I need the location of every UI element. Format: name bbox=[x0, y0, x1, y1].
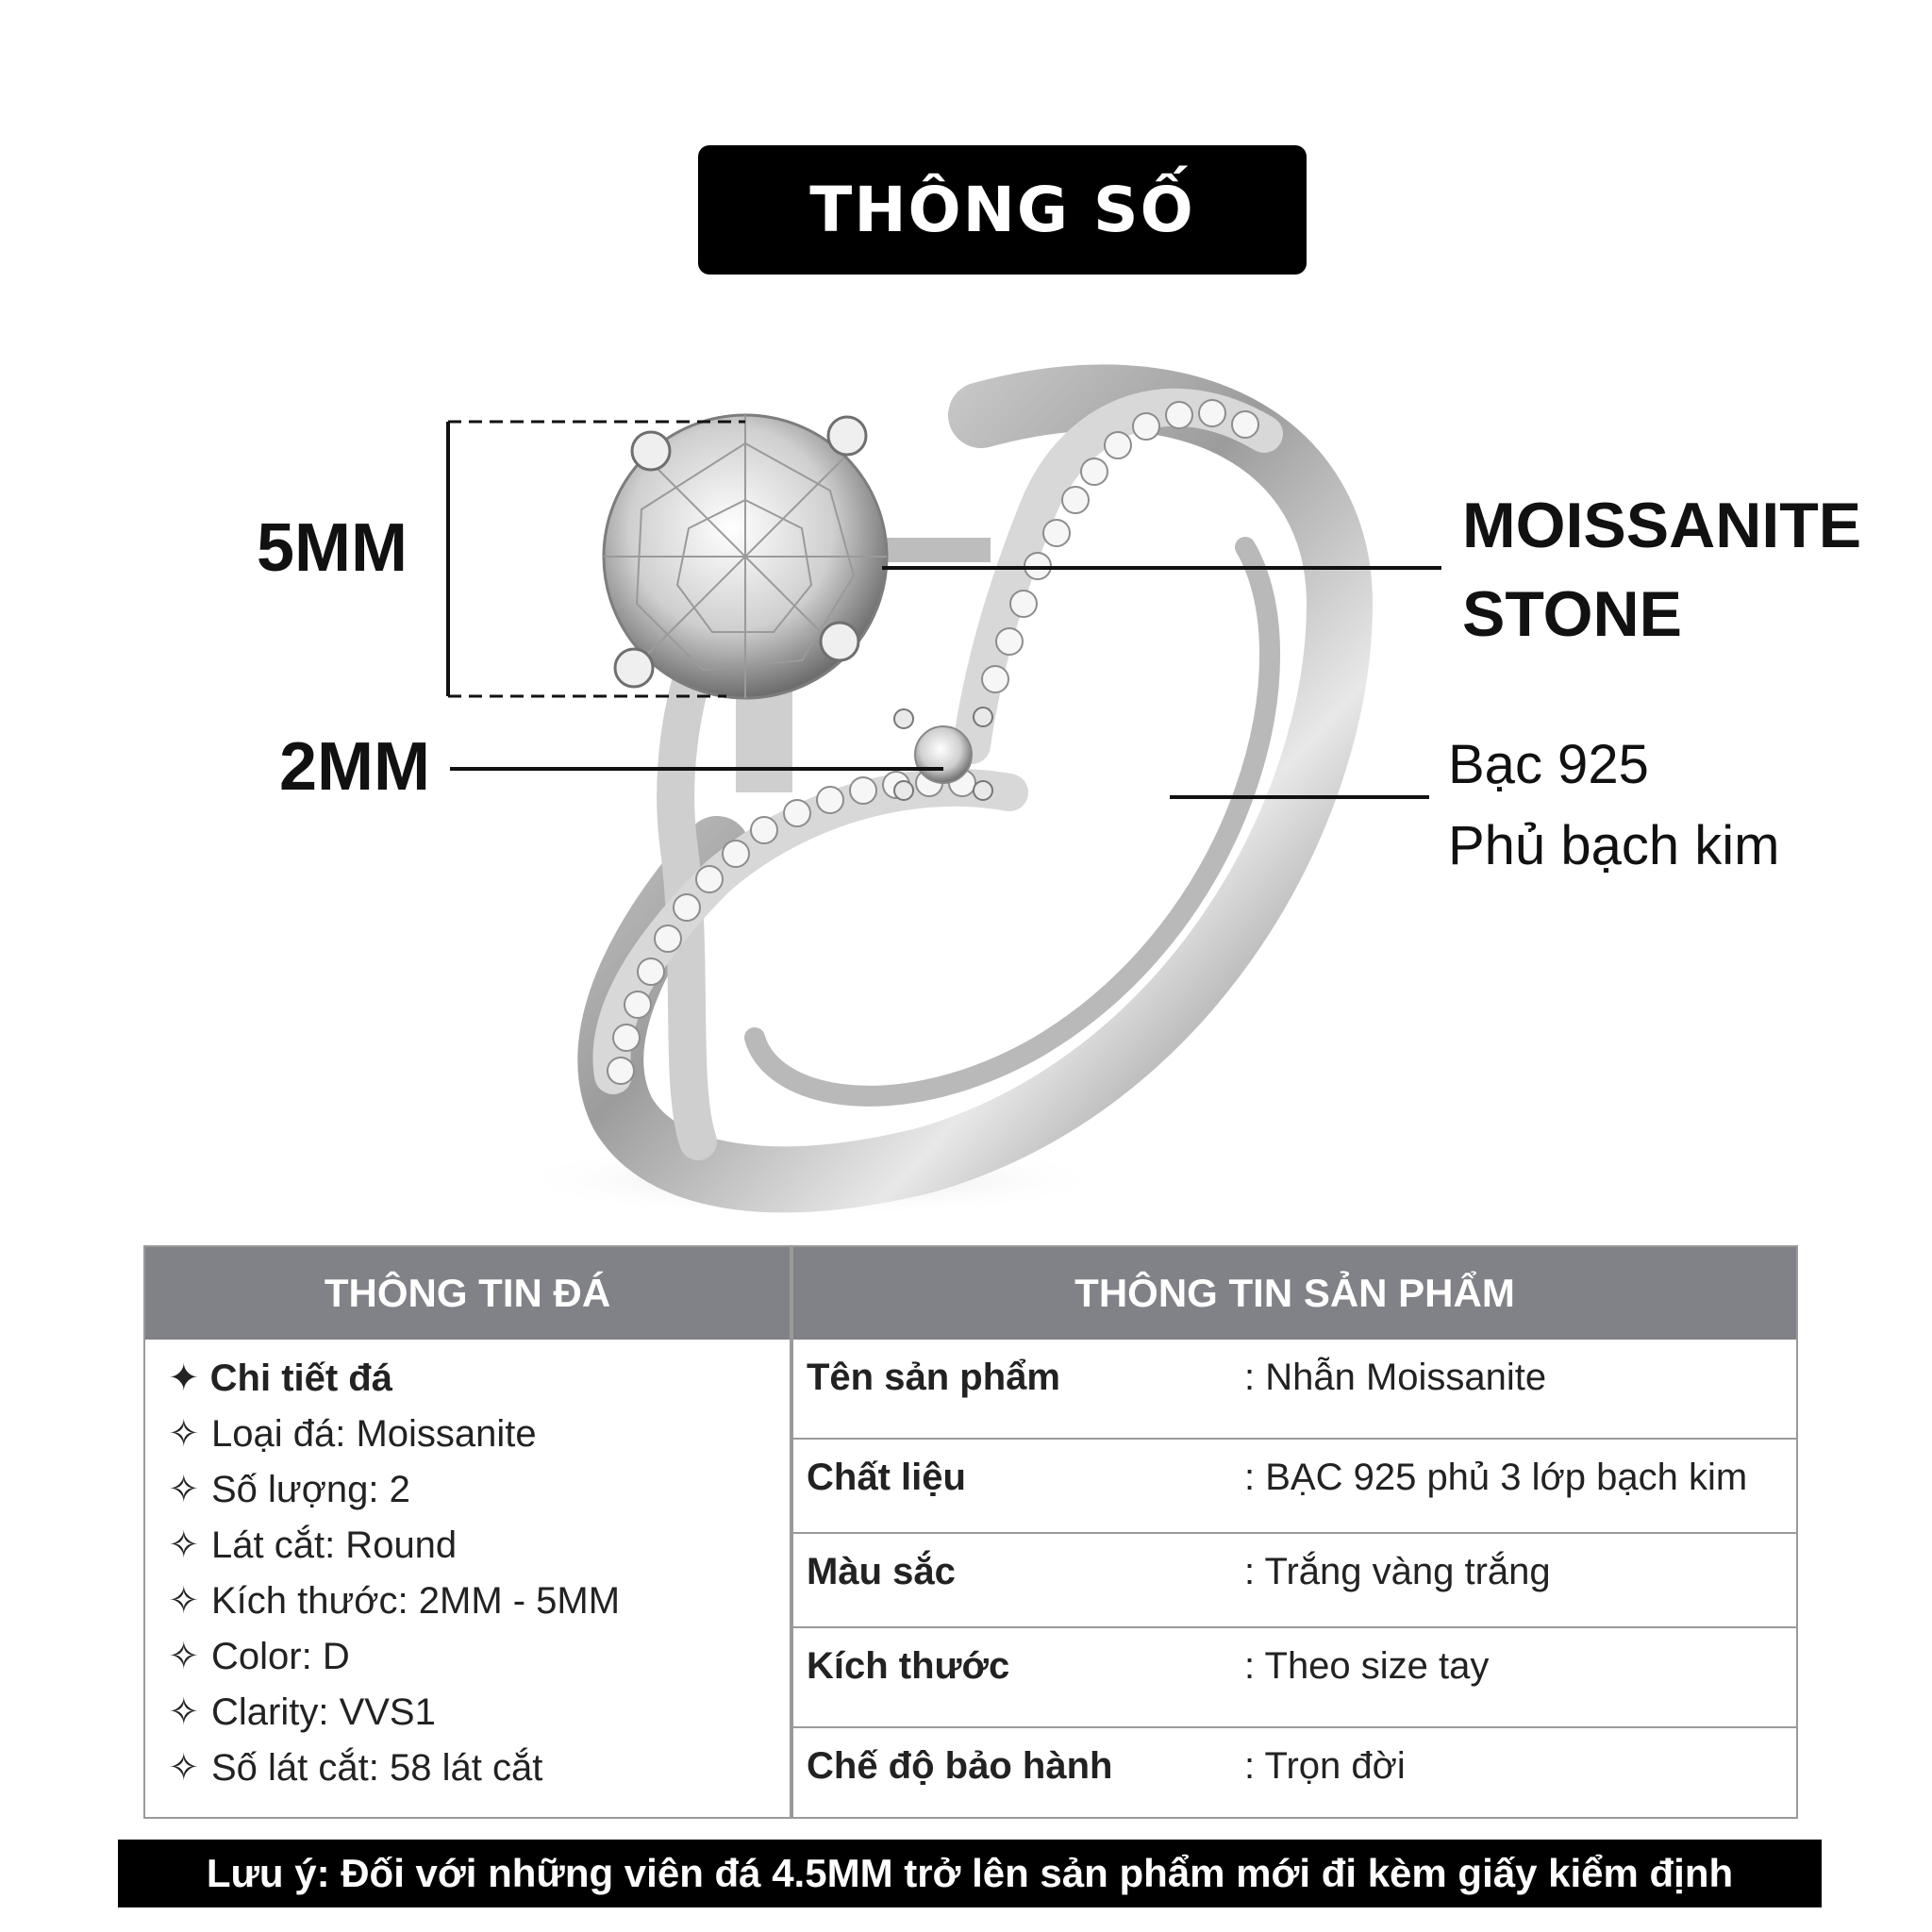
row-value: : BẠC 925 phủ 3 lớp bạch kim bbox=[1244, 1457, 1748, 1498]
row-value: : Trọn đời bbox=[1244, 1745, 1406, 1787]
row-key: Chất liệu bbox=[807, 1457, 966, 1498]
stone-info-panel bbox=[143, 1245, 791, 1819]
table-row bbox=[793, 1340, 1796, 1440]
stone-info-list bbox=[145, 1340, 790, 1796]
row-value: : Trắng vàng trắng bbox=[1244, 1551, 1551, 1592]
list-item-text: Kích thước: 2MM - 5MM bbox=[211, 1580, 621, 1622]
list-item-text: Loại đá: Moissanite bbox=[211, 1413, 537, 1455]
stone-name-line1: MOISSANITE bbox=[1462, 490, 1862, 561]
list-item bbox=[168, 1407, 790, 1462]
list-item-text: Số lượng: 2 bbox=[211, 1469, 410, 1510]
sparkle-icon: ✧ bbox=[168, 1636, 200, 1677]
table-row bbox=[793, 1628, 1796, 1728]
row-key: Kích thước bbox=[807, 1645, 1010, 1687]
row-key: Chế độ bảo hành bbox=[807, 1745, 1113, 1787]
list-item-text: Số lát cắt: 58 lát cắt bbox=[211, 1747, 543, 1789]
list-item bbox=[168, 1740, 790, 1796]
list-item bbox=[168, 1518, 790, 1574]
stone-name-line2: STONE bbox=[1462, 578, 1683, 650]
product-info-panel bbox=[791, 1245, 1798, 1819]
setting-bar bbox=[877, 538, 991, 562]
list-item-text: Color: D bbox=[211, 1636, 350, 1677]
sparkle-icon: ✧ bbox=[168, 1580, 200, 1622]
row-value: : Nhẫn Moissanite bbox=[1244, 1357, 1547, 1398]
side-stone bbox=[915, 726, 972, 783]
star-filled-icon: ✦ bbox=[168, 1357, 200, 1399]
table-row bbox=[793, 1440, 1796, 1534]
stone-info-heading: THÔNG TIN ĐÁ bbox=[145, 1247, 790, 1340]
side-stone-size-label: 2MM bbox=[279, 729, 430, 805]
stone-name-label bbox=[1462, 481, 1861, 658]
row-key: Tên sản phẩm bbox=[807, 1357, 1060, 1398]
table-row bbox=[793, 1534, 1796, 1628]
list-item bbox=[168, 1574, 790, 1629]
sparkle-icon: ✧ bbox=[168, 1747, 200, 1789]
stone-detail-title-row bbox=[168, 1351, 790, 1407]
list-item bbox=[168, 1629, 790, 1685]
list-item bbox=[168, 1685, 790, 1740]
product-info-heading: THÔNG TIN SẢN PHẨM bbox=[793, 1247, 1796, 1340]
list-item bbox=[168, 1462, 790, 1518]
material-line2: Phủ bạch kim bbox=[1448, 815, 1780, 876]
sparkle-icon: ✧ bbox=[168, 1413, 200, 1455]
row-value: : Theo size tay bbox=[1244, 1645, 1490, 1687]
row-key: Màu sắc bbox=[807, 1551, 956, 1592]
sparkle-icon: ✧ bbox=[168, 1469, 200, 1510]
sparkle-icon: ✧ bbox=[168, 1691, 200, 1733]
material-line1: Bạc 925 bbox=[1448, 734, 1649, 795]
sparkle-icon: ✧ bbox=[168, 1524, 200, 1566]
table-row bbox=[793, 1728, 1796, 1817]
spec-title: THÔNG SỐ bbox=[809, 174, 1195, 246]
stone-size-label: 5MM bbox=[257, 510, 408, 586]
stone-detail-title: Chi tiết đá bbox=[209, 1357, 392, 1399]
list-item-text: Clarity: VVS1 bbox=[211, 1691, 436, 1733]
material-label bbox=[1448, 724, 1779, 887]
list-item-text: Lát cắt: Round bbox=[211, 1524, 458, 1566]
certificate-note: Lưu ý: Đối với những viên đá 4.5MM trở lên sản phẩm mới đi kèm giấy kiểm định bbox=[118, 1840, 1822, 1907]
